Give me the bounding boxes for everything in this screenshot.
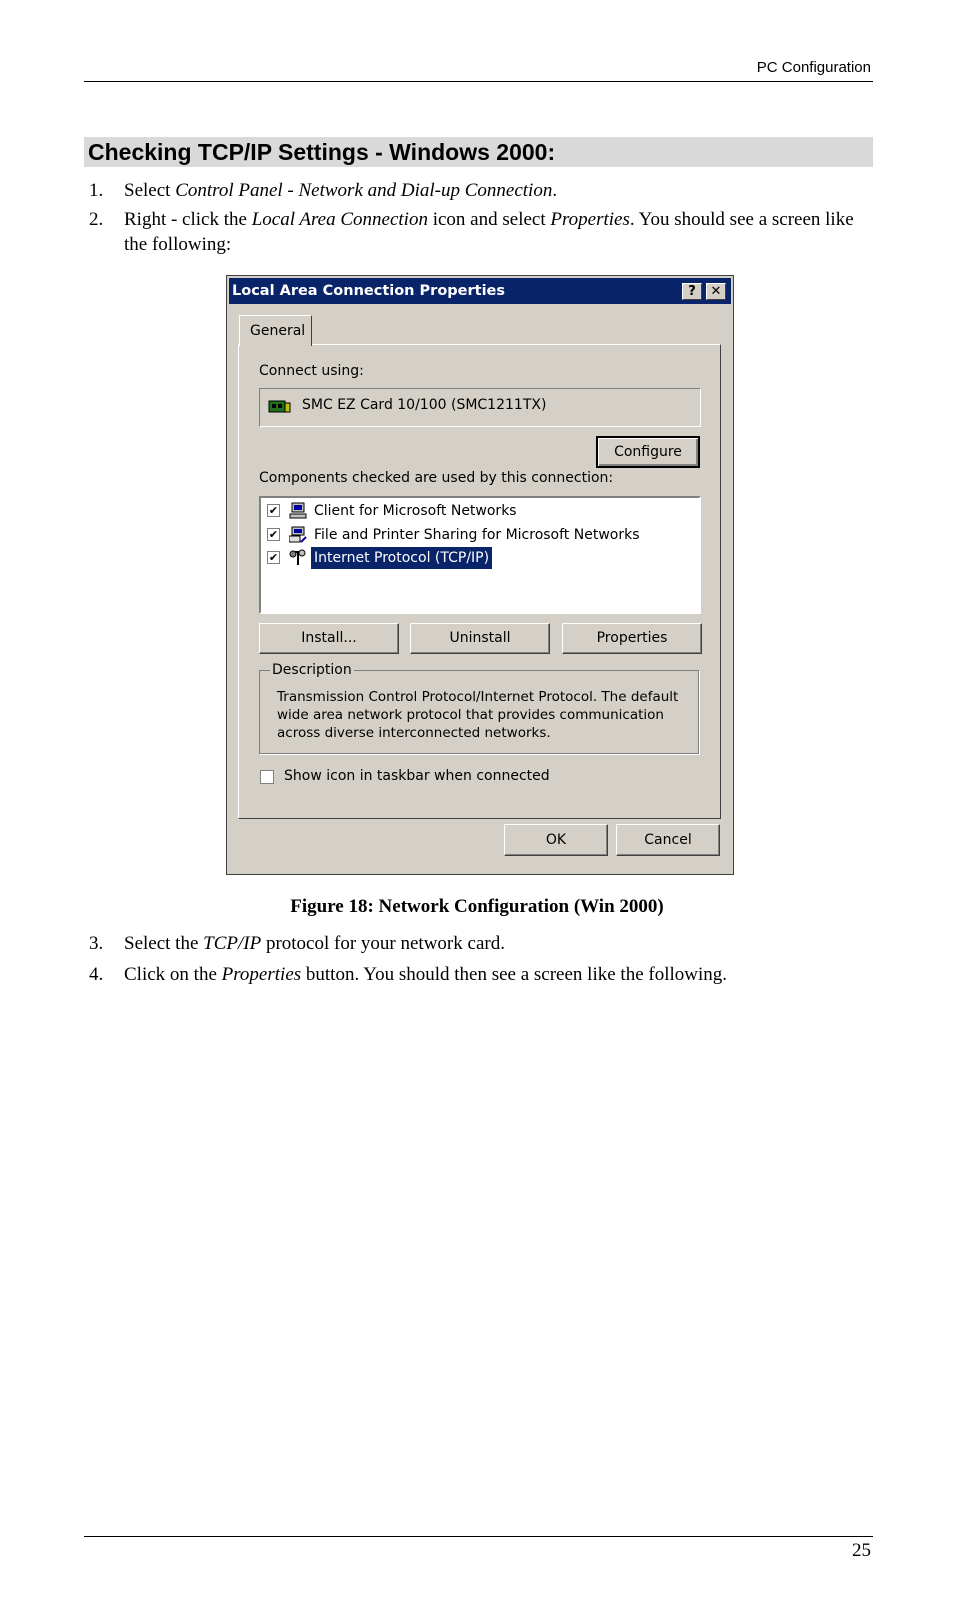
adapter-field <box>259 388 701 427</box>
description-text: Transmission Control Protocol/Internet Protocol. The default wide area network protocol that provides communication across diverse interconnected networks. <box>277 689 679 741</box>
component-label: File and Printer Sharing for Microsoft Networks <box>314 527 640 543</box>
protocol-icon <box>289 549 307 566</box>
figure-caption: Figure 18: Network Configuration (Win 2000) <box>290 896 664 917</box>
connect-using-label: Connect using: <box>259 363 364 379</box>
show-icon-label[interactable]: Show icon in taskbar when connected <box>284 768 550 784</box>
list-item[interactable] <box>267 547 687 569</box>
cancel-button[interactable]: Cancel <box>616 824 720 856</box>
step-text: Right - click the Local Area Connection icon and select Properties. You should see a screen like the following: <box>124 209 854 255</box>
general-tab-panel <box>238 344 721 819</box>
header-rule <box>84 81 873 82</box>
close-icon[interactable]: ✕ <box>706 283 726 300</box>
page-number: 25 <box>852 1540 871 1561</box>
install-button[interactable]: Install... <box>259 623 399 654</box>
network-card-icon <box>268 398 292 416</box>
section-title: Checking TCP/IP Settings - Windows 2000: <box>84 137 873 167</box>
dialog-title: Local Area Connection Properties <box>232 283 506 299</box>
component-label-selected: Internet Protocol (TCP/IP) <box>311 547 492 569</box>
description-title: Description <box>272 662 352 678</box>
show-icon-checkbox[interactable] <box>260 770 274 784</box>
description-group <box>259 662 699 754</box>
adapter-name: SMC EZ Card 10/100 (SMC1211TX) <box>302 397 547 413</box>
footer-rule <box>84 1536 873 1537</box>
component-checkbox[interactable]: ✔ <box>268 504 279 517</box>
help-icon[interactable]: ? <box>682 283 702 300</box>
component-checkbox[interactable]: ✔ <box>268 551 279 564</box>
components-list <box>259 496 701 614</box>
component-checkbox[interactable]: ✔ <box>268 528 279 541</box>
properties-dialog <box>226 275 734 875</box>
step-text: Select the TCP/IP protocol for your network card. <box>124 933 505 954</box>
step-number: 3. <box>89 933 104 954</box>
component-label: Client for Microsoft Networks <box>314 503 517 519</box>
list-item[interactable] <box>267 524 687 546</box>
client-network-icon <box>289 502 307 519</box>
running-head: PC Configuration <box>756 59 871 76</box>
dialog-titlebar[interactable] <box>229 278 731 304</box>
properties-button[interactable]: Properties <box>562 623 702 654</box>
uninstall-button[interactable]: Uninstall <box>410 623 550 654</box>
ok-button[interactable]: OK <box>504 824 608 856</box>
step-number: 4. <box>89 964 104 985</box>
list-item[interactable] <box>267 500 687 522</box>
step-number: 2. <box>89 209 104 230</box>
tab-general[interactable]: General <box>239 315 312 346</box>
components-label: Components checked are used by this connection: <box>259 470 614 486</box>
step-number: 1. <box>89 180 104 201</box>
configure-button[interactable]: Configure <box>596 436 700 468</box>
step-text: Click on the Properties button. You should then see a screen like the following. <box>124 964 728 985</box>
step-text: Select Control Panel - Network and Dial-up Connection. <box>124 180 558 201</box>
file-printer-sharing-icon <box>289 526 307 543</box>
